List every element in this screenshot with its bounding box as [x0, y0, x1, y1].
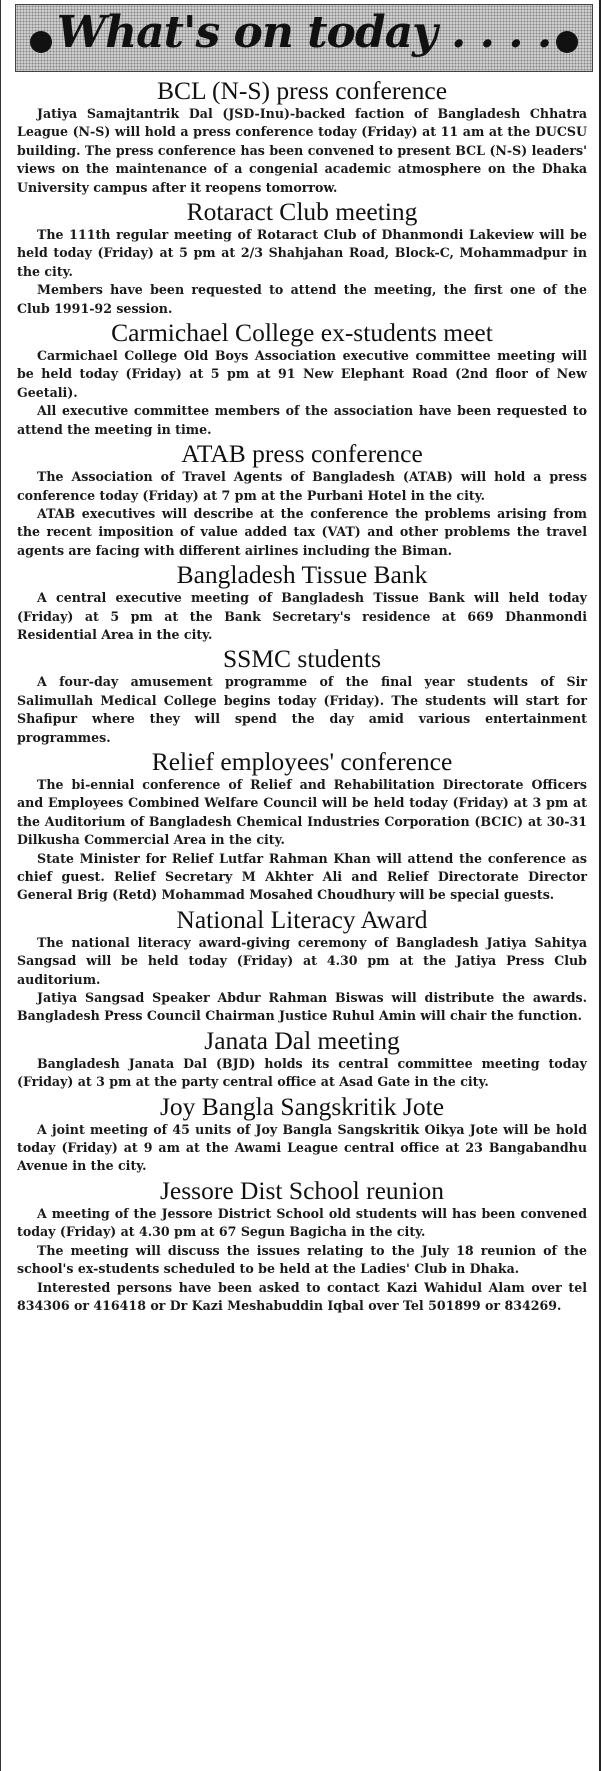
event-paragraph: A joint meeting of 45 units of Joy Bangla Sangskritik Oikya Jote will be hold today (Friday) at 9 am at the Awami League central office at 23 Bangabandhu Avenue in the city.	[17, 1121, 587, 1174]
banner	[15, 4, 593, 72]
event-paragraph: Interested persons have been asked to contact Kazi Wahidul Alam over tel 834306 or 416418 or Dr Kazi Meshabuddin Iqbal over Tel 501899 or 834269.	[17, 1279, 587, 1313]
event-headline: SSMC students	[222, 644, 381, 674]
event-item	[17, 1026, 587, 1092]
event-paragraph: A four-day amusement programme of the final year students of Sir Salimullah Medical College begins today (Friday). The students will start for Shafipur where they will spend the day amid various entertainment programmes.	[17, 674, 587, 745]
event-paragraph: A central executive meeting of Bangladesh Tissue Bank will held today (Friday) at 5 pm at the Bank Secretary's residence at 669 Dhanmondi Residential Area in the city.	[17, 590, 587, 642]
event-item	[17, 197, 587, 318]
event-paragraph: Jatiya Samajtantrik Dal (JSD-Inu)-backed faction of Bangladesh Chhatra League (N-S) will hold a press conference today (Friday) at 11 am at the DUCSU building. The press conference has been convened to present BCL (N-S) leaders' views on the maintenance of a congenial academic atmosphere on the Dhaka University campus after it reopens tomorrow.	[17, 106, 587, 195]
event-paragraph: Bangladesh Janata Dal (BJD) holds its central committee meeting today (Friday) at 3 pm at the party central office at Asad Gate in the city.	[17, 1055, 587, 1090]
event-headline: Janata Dal meeting	[204, 1025, 400, 1055]
event-item	[17, 560, 587, 644]
event-paragraph: Carmichael College Old Boys Association executive committee meeting will be held today (Friday) at 5 pm at 91 New Elephant Road (2nd floor of New Geetali).	[17, 348, 587, 400]
event-paragraph: Jatiya Sangsad Speaker Abdur Rahman Biswas will distribute the awards. Bangladesh Press Council Chairman Justice Ruhul Amin will chair the function.	[17, 990, 587, 1024]
event-headline: Rotaract Club meeting	[186, 197, 418, 227]
event-paragraph: The Association of Travel Agents of Bangladesh (ATAB) will hold a press conference today (Friday) at 7 pm at the Purbani Hotel in the city.	[17, 469, 587, 503]
event-item	[17, 1176, 587, 1315]
event-item	[17, 905, 587, 1026]
event-paragraph: A meeting of the Jessore District School old students will has been convened today (Friday) at 4.30 pm at 67 Segun Bagicha in the city.	[17, 1205, 587, 1240]
event-headline: Joy Bangla Sangskritik Jote	[159, 1091, 445, 1121]
event-item	[17, 76, 587, 197]
event-item	[17, 439, 587, 560]
event-paragraph: ATAB executives will describe at the conference the problems arising from the recent imposition of value added tax (VAT) and other problems the travel agents are facing with different airlines including the Biman.	[17, 505, 587, 558]
event-paragraph: The 111th regular meeting of Rotaract Club of Dhanmondi Lakeview will be held today (Friday) at 5 pm at 2/3 Shahjahan Road, Block-C, Mohammadpur in the city.	[17, 227, 587, 279]
event-item	[17, 747, 587, 905]
event-paragraph: The meeting will discuss the issues relating to the July 18 reunion of the school's ex-students scheduled to be held at the Ladies' Club in Dhaka.	[17, 1242, 587, 1277]
event-headline: Jessore Dist School reunion	[159, 1175, 444, 1205]
event-item	[17, 644, 587, 747]
event-headline: National Literacy Award	[176, 904, 428, 934]
event-headline: Bangladesh Tissue Bank	[176, 560, 428, 590]
event-item	[17, 318, 587, 439]
event-paragraph: Members have been requested to attend the meeting, the first one of the Club 1991-92 session.	[17, 282, 587, 316]
banner-title: What's on today . . . .	[56, 7, 552, 58]
event-list	[1, 72, 599, 1315]
event-paragraph: All executive committee members of the association have been requested to attend the meeting in time.	[17, 403, 587, 437]
event-headline: Relief employees' conference	[151, 746, 453, 776]
event-headline: ATAB press conference	[181, 439, 423, 469]
event-headline: Carmichael College ex-students meet	[111, 318, 493, 348]
event-item	[17, 1092, 587, 1176]
event-paragraph: State Minister for Relief Lutfar Rahman Khan will attend the conference as chief guest. Relief Secretary M Akhter Ali and Relief Directorate Director General Brig (Retd) Mohammad Mosahed Choudhury will be special guests.	[17, 850, 587, 903]
event-paragraph: The national literacy award-giving ceremony of Bangladesh Jatiya Sahitya Sangsad will be held today (Friday) at 4.30 pm at the Jatiya Press Club auditorium.	[17, 934, 587, 987]
event-paragraph: The bi-ennial conference of Relief and Rehabilitation Directorate Officers and Employees Combined Welfare Council will be held today (Friday) at 3 pm at the Auditorium of Bangladesh Chemical Industries Corporation (BCIC) at 30-31 Dilkusha Commercial Area in the city.	[17, 776, 587, 848]
bullet-right-icon	[556, 31, 578, 53]
event-headline: BCL (N-S) press conference	[156, 76, 448, 105]
